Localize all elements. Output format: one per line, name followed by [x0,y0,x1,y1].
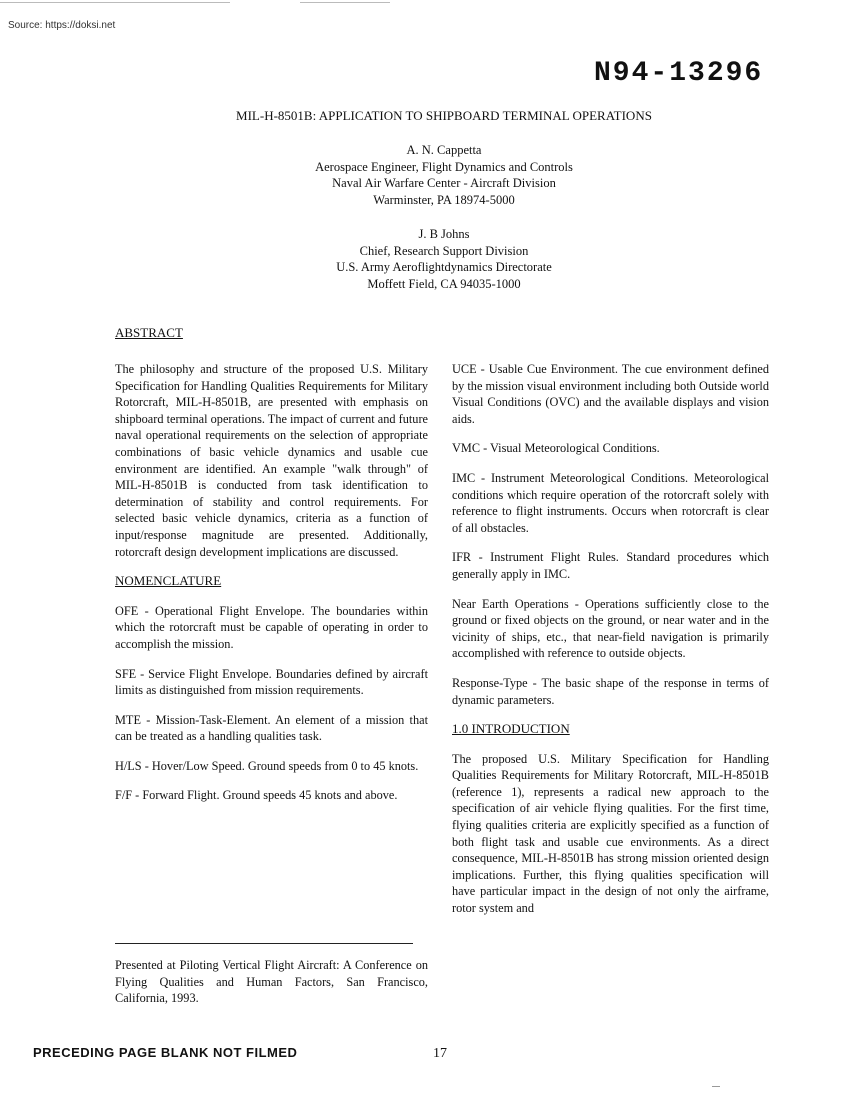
author-affiliation: Naval Air Warfare Center - Aircraft Division [332,176,556,190]
scan-artifact-line [300,2,390,3]
footnote: Presented at Piloting Vertical Flight Aircraft: A Conference on Flying Qualities and Human Factors, San Francisco, California, 1993. [115,958,428,1006]
nomenclature-entry: Near Earth Operations - Operations sufficiently close to the ground or fixed objects on the ground, or near water and in the vicinity of ships, etc., that near-field navigation is primarily accomplished with reference to outside objects. [452,596,769,661]
footnote-rule [115,943,413,944]
author-block-2 [0,226,848,292]
nomenclature-entry: VMC - Visual Meteorological Conditions. [452,441,660,456]
right-column [452,361,769,930]
author-name: A. N. Cappetta [406,143,482,157]
page-number: 17 [433,1046,447,1061]
author-affiliation: Aerospace Engineer, Flight Dynamics and Controls [315,159,573,174]
left-column [115,361,428,817]
abstract-text: The philosophy and structure of the proposed U.S. Military Specification for Handling Qualities Requirements for Military Rotorcraft, MIL-H-8501B, are presented with emphasis on shipboard terminal operations. The impact of current and future naval operational requirements on the selection of appropriate combinations of basic vehicle dynamics and usable cue environment are identified. An example "walk through" of MIL-H-8501B is conducted from task identification to determination of stability and control requirements. For selected basic vehicle dynamics, criteria as a function of input/response magnitude are presented. Additionally, rotorcraft design development implications are discussed. [115,362,428,559]
author-address: Warminster, PA 18974-5000 [373,192,515,207]
abstract-heading: ABSTRACT [115,325,183,340]
nomenclature-entry: F/F - Forward Flight. Ground speeds 45 knots and above. [115,788,398,803]
nomenclature-entry: IFR - Instrument Flight Rules. Standard procedures which generally apply in IMC. [452,550,769,581]
nomenclature-entry: UCE - Usable Cue Environment. The cue environment defined by the mission visual environment including both Outside world Visual Conditions (OVC) and the available displays and vision aids. [452,362,769,426]
introduction-text: The proposed U.S. Military Specification for Handling Qualities Requirements for Military Rotorcraft, MIL-H-8501B (reference 1), represents a radical new approach to the specification of air vehicle flying qualities. For the first time, flying qualities criteria are explicitly specified as a function of both flight task and usable cue environments. As a direct consequence, MIL-H-8501B has strong mission oriented design implications. Further, this flying qualities specification will have particular impact in the design of not only the airframe, rotor system and [452,751,769,916]
paper-title: MIL-H-8501B: APPLICATION TO SHIPBOARD TERMINAL OPERATIONS [236,108,652,123]
nomenclature-entry: SFE - Service Flight Envelope. Boundaries defined by aircraft limits as distinguished from mission requirements. [115,666,428,698]
source-label: Source: https://doksi.net [8,20,116,31]
author-affiliation: U.S. Army Aeroflightdynamics Directorate [336,260,552,274]
document-number: N94-13296 [594,58,764,89]
nomenclature-entry: OFE - Operational Flight Envelope. The boundaries within which the rotorcraft must be capable of operating in order to accomplish the mission. [115,603,428,651]
nomenclature-entry: MTE - Mission-Task-Element. An element of a mission that can be treated as a handling qualities task. [115,712,428,744]
nomenclature-heading: NOMENCLATURE [115,573,222,589]
scan-artifact-mark [712,1086,720,1087]
author-affiliation: Chief, Research Support Division [359,243,529,258]
author-block-1 [0,142,848,208]
nomenclature-entry: Response-Type - The basic shape of the response in terms of dynamic parameters. [452,675,769,707]
introduction-heading: 1.0 INTRODUCTION [452,721,570,737]
scan-artifact-line [0,2,230,3]
preceding-page-note: PRECEDING PAGE BLANK NOT FILMED [33,1045,298,1060]
nomenclature-entry: H/LS - Hover/Low Speed. Ground speeds from 0 to 45 knots. [115,758,419,773]
author-address: Moffett Field, CA 94035-1000 [367,276,521,291]
author-name: J. B Johns [418,227,470,241]
nomenclature-entry: IMC - Instrument Meteorological Conditions. Meteorological conditions which require operation of the rotorcraft solely with reference to flight instruments. Occurs when rotorcraft is clear of all obstacles. [452,470,769,535]
